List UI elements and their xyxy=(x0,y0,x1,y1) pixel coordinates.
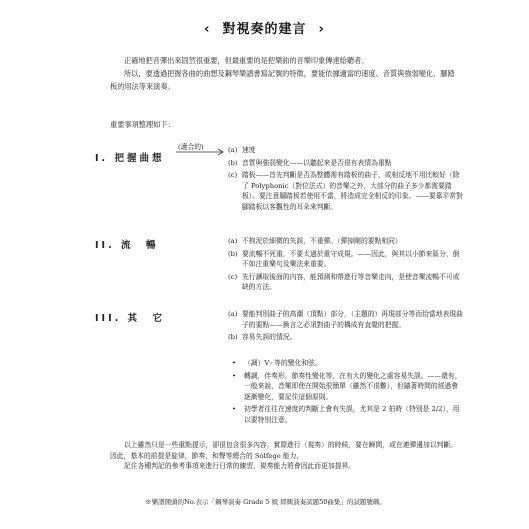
item-text: 先行讀取後面的內容，能預測和帶進行等音樂走向，是使音樂流暢不可或缺的方法。 xyxy=(242,272,460,292)
section-1-list xyxy=(228,145,464,215)
list-item xyxy=(228,249,464,270)
item-text: 要能判別曲子的高潮（頂點）部分，（主題的）再現部分等而恰當地表現曲子的要點——換言之必須對曲子的構成有直覺的把握。 xyxy=(242,310,463,329)
bullet-icon: • xyxy=(232,371,237,380)
section-1-title xyxy=(95,150,164,164)
title-right-bracket: › xyxy=(318,22,325,37)
section-1-arrow-icon xyxy=(176,148,226,156)
bullet-icon: • xyxy=(232,359,237,367)
footnote: ※樂譜開頭的No.表示「鋼琴演奏 Grade 5 級 即興演奏試題50曲集」的試題號碼。 xyxy=(145,498,386,506)
item-label: (c) xyxy=(228,171,238,180)
section-3-list xyxy=(228,309,464,345)
closing-paragraph-1: 以上雖然只是一些重點提示，卻很包含很多內容，實際進行（視奏）的時候，要在瞬間，或在連彈邊加以判斷。因此，基本的前提是旋律，節奏，和聲等總合的 Solfège 能力。 xyxy=(110,441,458,460)
section-3-title xyxy=(95,310,165,324)
item-label: (b) xyxy=(228,333,238,342)
section-3-numeral: III. xyxy=(95,313,122,324)
bullet-text: 初學者往往在速度的判斷上會有失誤，尤其是 2 拍時（特別是 2/2），用以要特別注意。 xyxy=(244,405,460,424)
item-label: (a) xyxy=(228,237,238,245)
bullet-item xyxy=(232,358,464,369)
points-heading: 重要事項整理如下： xyxy=(110,120,175,129)
title-left-bracket: ‹ xyxy=(204,22,211,37)
item-text: 容易失誤的情況。 xyxy=(242,333,297,342)
section-2-list xyxy=(228,236,464,295)
list-item xyxy=(228,170,464,212)
list-item xyxy=(228,236,464,247)
intro-paragraph-1: 正確地把音彈出來固然很重要，但最重要的是把樂曲的音樂印象傳達給聽者。 xyxy=(124,56,369,65)
item-label: (c) xyxy=(228,272,238,281)
item-text: 速度 xyxy=(242,146,256,154)
item-label: (a) xyxy=(228,146,238,154)
title-text: 對視奏的建言 xyxy=(222,22,307,37)
bullet-item xyxy=(232,371,464,403)
item-text: 音質與強弱變化——以聽起來是否很有表情為重點 xyxy=(242,158,392,167)
list-item xyxy=(228,272,464,293)
section-2-title xyxy=(95,237,159,251)
section-1-tag: (適合的) xyxy=(178,143,204,151)
list-item xyxy=(228,145,464,156)
intro-paragraph-2: 所以，要透過把握各曲的曲想及鋼琴樂譜書寫記號的特徵，要能依據適當的速度、音質與強弱變化、腳踏板的用法等來演奏。 xyxy=(110,69,455,91)
page-title xyxy=(0,18,529,37)
item-text: 不拘泥於細微的失誤，不重彈。（彈掉剛的要點相同） xyxy=(242,237,402,245)
section-3-heading: 其 它 xyxy=(127,313,166,324)
section-2-heading: 流 暢 xyxy=(121,240,159,251)
bullet-text: （調）V₇ 等的變化和弦。 xyxy=(244,359,322,367)
list-item xyxy=(228,309,464,330)
closing-paragraphs xyxy=(110,440,460,472)
list-item xyxy=(228,158,464,169)
section-1-numeral: I. xyxy=(95,153,109,164)
list-item xyxy=(228,332,464,343)
item-text: 要流暢不死重，不要太過於重守成規。——因此，與其以小節來區分，倒不如注重樂句及樂法來重要。 xyxy=(242,249,460,269)
section-3-bullet-list xyxy=(232,358,464,428)
section-1-heading: 把握曲想 xyxy=(114,153,165,164)
bullet-text: 轉調，伴奏形，節奏性變化等，在有大的變化之處容易失誤。——還有，一般來說，音樂即使在開始很簡單（雖然不很難），但隨著時間的經過會逐漸變化，要記住這個原則。 xyxy=(244,371,462,401)
item-text: 踏板——首先判斷是否為整體需有踏板的曲子，或相反地不用比較好（除了 Polyphonic（對位法式）的音樂之外，大部分的曲子多少都需要踏板）。要注意腳踏板若使用不當，將造成完全相反的印象。——要靠平常對腳踏板以客觀性的耳朵來判斷。 xyxy=(242,171,463,211)
item-label: (a) xyxy=(228,310,238,318)
item-label: (b) xyxy=(228,158,238,167)
item-label: (b) xyxy=(228,249,238,258)
section-2-numeral: II. xyxy=(95,240,115,251)
closing-paragraph-2: 記住各種判記的參考事項來進行日常的練習，視奏能力將會因此而更加提昇。 xyxy=(124,462,356,470)
bullet-icon: • xyxy=(232,405,237,414)
intro-paragraphs xyxy=(110,54,460,93)
bullet-item xyxy=(232,404,464,425)
